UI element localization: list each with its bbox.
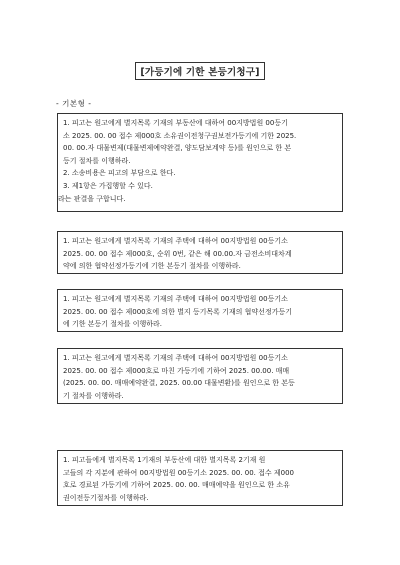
claim-box-2 — [57, 231, 343, 274]
claim-line: 1. 피고는 원고에게 별지목록 기재의 주택에 대하여 00지방법원 00등기소 — [63, 237, 288, 245]
claim-line: 1. 피고들에게 별지목록 1기재의 부동산에 대한 별지목록 2기재 원 — [63, 456, 266, 464]
claim-line: 2025. 00. 00 접수 제000호, 순위 0번, 같은 해 00.00.자 금전소비대차계 — [63, 249, 292, 258]
claim-line: 호로 경료된 가등기에 기하여 2025. 00. 00. 매매예약을 원인으로 한 소유 — [63, 481, 290, 490]
claim-line: 2025. 00. 00 접수 제000호에 의한 별지 등기목록 기재의 협약선정가등기 — [63, 307, 292, 316]
title-text: [가등기에 기한 본등기청구] — [135, 62, 264, 80]
claim-line: 1. 피고는 원고에게 별지목록 기재의 부동산에 대하여 00지방법원 00등기 — [63, 119, 288, 127]
claim-line: 소 2025. 00. 00 접수 제000호 소유권이전청구권보전가등기에 기한 2025. — [63, 131, 297, 140]
claim-line: 1. 피고는 원고에게 별지목록 기재의 주택에 대하여 00지방법원 00등기소 — [63, 295, 288, 303]
document-title — [0, 62, 400, 80]
claim-line: 권이전등기절차를 이행하라. — [63, 493, 149, 502]
section-label: - 기본형 - — [56, 99, 92, 108]
claim-line: 2. 소송비용은 피고의 부담으로 한다. — [63, 169, 176, 178]
claim-line: 에 기한 본등기 절차를 이행하라. — [63, 320, 163, 329]
claim-line: 1. 피고는 원고에게 별지목록 기재의 주택에 대하여 00지방법원 00등기소 — [63, 354, 288, 362]
claim-line: 약에 의한 협약선정가등기에 기한 본등기 절차를 이행하라. — [63, 262, 241, 271]
claim-line: 등기 절차를 이행하라. — [63, 156, 131, 165]
claim-line: 2025. 00. 00 접수 제000호로 마친 가등기에 기하여 2025. 00.00. 매매 — [63, 366, 290, 375]
claim-line: 기 절차를 이행하라. — [63, 391, 124, 400]
claim-box-4 — [57, 348, 343, 404]
claim-box-3 — [57, 289, 343, 332]
claim-line: 고들의 각 지분에 관하여 00지방법원 00등기소 2025. 00. 00. 접수 제000 — [63, 468, 294, 477]
judgment-request-text: 라는 판결을 구합니다. — [58, 194, 126, 203]
claim-line: 00. 00.자 대물변제(대물변제예약완결, 양도담보계약 등)를 원인으로 한 본 — [63, 144, 292, 153]
claim-line: (2025. 00. 00. 매매예약완결, 2025. 00.00 대물변환)를 원인으로 한 본등 — [63, 379, 295, 388]
claim-line: 3. 제1항은 가집행할 수 있다. — [63, 181, 153, 190]
claim-box-1 — [57, 113, 343, 212]
claim-box-5 — [57, 450, 343, 506]
